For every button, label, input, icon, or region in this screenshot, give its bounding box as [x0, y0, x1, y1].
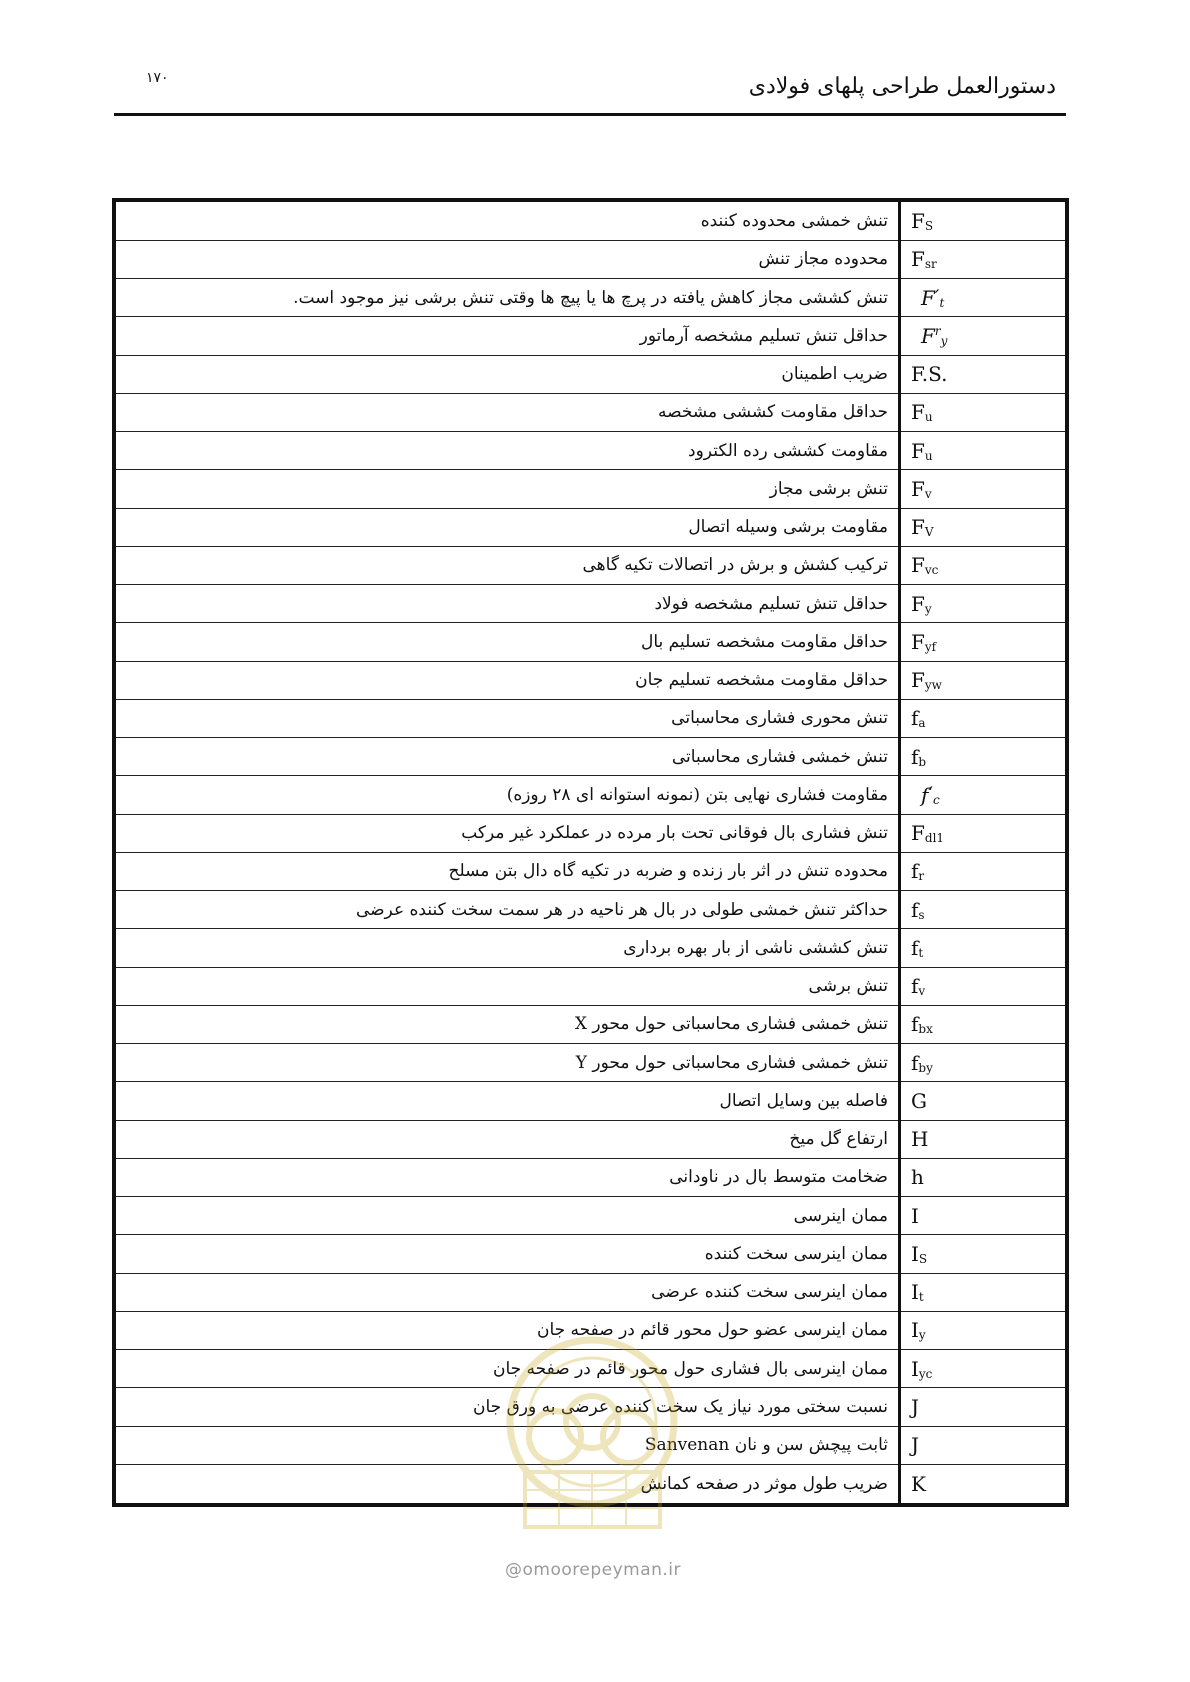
- table-row: [116, 967, 1065, 1005]
- table-row: [116, 1388, 1065, 1426]
- symbol-description: حداقل تنش تسلیم مشخصه فولاد: [116, 585, 900, 623]
- symbol-subscript: y: [924, 601, 932, 616]
- symbol-cell: [900, 814, 1066, 852]
- symbol-description: حداقل مقاومت کششی مشخصه: [116, 393, 900, 431]
- page-number: ۱۷۰: [146, 70, 169, 86]
- symbol-prime: ′: [934, 285, 940, 310]
- symbol-base: G: [911, 1088, 927, 1113]
- symbol-description: ترکیب کشش و برش در اتصالات تکیه گاهی: [116, 546, 900, 584]
- table-row: [116, 1426, 1065, 1464]
- table-row: [116, 470, 1065, 508]
- symbol-cell: [900, 1235, 1066, 1273]
- symbol-description: ضخامت متوسط بال در ناودانی: [116, 1158, 900, 1196]
- symbol-description: تنش خمشی فشاری محاسباتی حول محور X: [116, 1005, 900, 1043]
- symbol-base: I: [911, 1203, 919, 1228]
- symbol-subscript: bx: [918, 1022, 933, 1037]
- watermark-site-label: @omoorepeyman.ir: [505, 1560, 682, 1580]
- table-row: [116, 1273, 1065, 1311]
- symbol-base: f: [911, 897, 919, 922]
- symbol-subscript: t: [918, 1290, 924, 1305]
- page-title: دستورالعمل طراحی پلهای فولادی: [748, 74, 1056, 99]
- symbol-base: H: [911, 1127, 929, 1152]
- symbol-cell: [900, 776, 1066, 814]
- symbol-base: f: [911, 935, 919, 960]
- table-row: [116, 776, 1065, 814]
- table-row: [116, 1464, 1065, 1503]
- symbol-description: ممان اینرسی بال فشاری حول محور قائم در صفحه جان: [116, 1350, 900, 1388]
- symbol-description: تنش محوری فشاری محاسباتی: [116, 699, 900, 737]
- symbol-cell: [900, 1350, 1066, 1388]
- symbol-base: f: [911, 974, 919, 999]
- table-row: [116, 1082, 1065, 1120]
- symbol-base: F: [911, 208, 925, 233]
- symbol-subscript: a: [918, 716, 926, 731]
- symbol-subscript: yc: [918, 1366, 933, 1381]
- symbol-description: ممان اینرسی سخت کننده عرضی: [116, 1273, 900, 1311]
- symbol-description: حداقل مقاومت مشخصه تسلیم جان: [116, 661, 900, 699]
- symbol-cell: [900, 1197, 1066, 1235]
- symbol-description: تنش برشی مجاز: [116, 470, 900, 508]
- symbol-cell: [900, 738, 1066, 776]
- symbol-base: h: [911, 1165, 924, 1190]
- symbol-description: ممان اینرسی سخت کننده: [116, 1235, 900, 1273]
- table-row: [116, 1350, 1065, 1388]
- symbol-base: F: [911, 476, 925, 501]
- symbol-base: f: [911, 1012, 919, 1037]
- table-row: [116, 432, 1065, 470]
- symbol-description: مقاومت فشاری نهایی بتن (نمونه استوانه ای ۲۸ روزه): [116, 776, 900, 814]
- symbol-base: f: [911, 706, 919, 731]
- symbol-description: ممان اینرسی عضو حول محور قائم در صفحه جان: [116, 1311, 900, 1349]
- symbol-description: فاصله بین وسایل اتصال: [116, 1082, 900, 1120]
- symbol-description: تنش خمشی فشاری محاسباتی: [116, 738, 900, 776]
- symbol-cell: [900, 240, 1066, 278]
- table-row: [116, 1197, 1065, 1235]
- table-row: [116, 814, 1065, 852]
- symbol-description: نسبت سختی مورد نیاز یک سخت کننده عرضی به ورق جان: [116, 1388, 900, 1426]
- table-row: [116, 699, 1065, 737]
- symbol-cell: [900, 929, 1066, 967]
- symbol-subscript: c: [932, 793, 940, 808]
- symbol-description: ممان اینرسی: [116, 1197, 900, 1235]
- header-rule: [114, 113, 1066, 116]
- symbol-base: f: [911, 744, 919, 769]
- table-row: [116, 1235, 1065, 1273]
- symbol-subscript: v: [918, 984, 926, 999]
- symbol-subscript: u: [924, 448, 933, 463]
- symbol-cell: [900, 546, 1066, 584]
- table-row: [116, 852, 1065, 890]
- symbol-base: F: [921, 323, 935, 348]
- symbol-cell: [900, 1082, 1066, 1120]
- table-row: [116, 202, 1065, 240]
- symbol-subscript: y: [940, 333, 948, 348]
- symbol-description: تنش کششی ناشی از بار بهره برداری: [116, 929, 900, 967]
- symbol-cell: [900, 1311, 1066, 1349]
- symbol-description: حداکثر تنش خمشی طولی در بال هر ناحیه در هر سمت سخت کننده عرضی: [116, 891, 900, 929]
- symbol-base: f: [921, 783, 929, 808]
- symbol-cell: [900, 432, 1066, 470]
- symbol-base: f: [911, 1050, 919, 1075]
- symbol-subscript: s: [918, 907, 925, 922]
- table-row: [116, 1005, 1065, 1043]
- symbol-cell: [900, 1273, 1066, 1311]
- symbol-description: ضریب اطمینان: [116, 355, 900, 393]
- symbol-subscript: v: [924, 486, 932, 501]
- symbol-cell: [900, 699, 1066, 737]
- table-row: [116, 1158, 1065, 1196]
- symbol-base: I: [911, 1318, 919, 1343]
- symbol-base: I: [911, 1280, 919, 1305]
- symbol-base: F: [911, 515, 925, 540]
- symbol-cell: [900, 470, 1066, 508]
- symbol-description: تنش خمشی محدوده کننده: [700, 210, 888, 231]
- table-row: [116, 891, 1065, 929]
- symbol-subscript: yw: [924, 678, 942, 693]
- symbol-subscript: sr: [924, 257, 937, 272]
- symbol-subscript: r: [918, 869, 925, 884]
- symbol-base: f: [911, 859, 919, 884]
- symbol-description: حداقل تنش تسلیم مشخصه آرماتور: [116, 317, 900, 355]
- table-row: [116, 738, 1065, 776]
- symbol-cell: [900, 317, 1066, 355]
- symbol-base: F: [911, 553, 925, 578]
- symbol-table-body: [116, 202, 1065, 1503]
- table-row: [116, 661, 1065, 699]
- symbol-description: ارتفاع گل میخ: [116, 1120, 900, 1158]
- symbol-cell: [900, 891, 1066, 929]
- symbol-description: حداقل مقاومت مشخصه تسلیم بال: [116, 623, 900, 661]
- symbol-description: ضریب طول موثر در صفحه کمانش: [116, 1464, 900, 1503]
- symbol-base: F: [911, 400, 925, 425]
- symbol-base: F: [911, 247, 925, 272]
- symbol-base: F.S.: [911, 362, 948, 387]
- symbol-cell: [900, 1158, 1066, 1196]
- table-row: [116, 240, 1065, 278]
- symbol-base: F: [921, 286, 935, 311]
- symbol-subscript: V: [924, 525, 934, 540]
- symbol-description: محدوده تنش در اثر بار زنده و ضربه در تکیه گاه دال بتن مسلح: [116, 852, 900, 890]
- symbol-cell: [900, 279, 1066, 317]
- symbol-cell: [900, 623, 1066, 661]
- symbol-description: مقاومت برشی وسیله اتصال: [116, 508, 900, 546]
- symbol-base: F: [911, 629, 925, 654]
- symbol-cell: [900, 661, 1066, 699]
- symbol-cell: [900, 393, 1066, 431]
- symbol-description: تنش خمشی فشاری محاسباتی حول محور Y: [116, 1044, 900, 1082]
- table-row: [116, 393, 1065, 431]
- symbol-subscript: u: [924, 410, 933, 425]
- symbol-description: ثابت پیچش سن و نان Sanvenan: [116, 1426, 900, 1464]
- table-row: [116, 929, 1065, 967]
- symbol-description: تنش کششی مجاز کاهش یافته در پرچ ها یا پیچ ها وقتی تنش برشی نیز موجود است.: [116, 279, 900, 317]
- symbol-subscript: t: [918, 945, 924, 960]
- table-row: [116, 585, 1065, 623]
- symbol-base: I: [911, 1241, 919, 1266]
- table-row: [116, 355, 1065, 393]
- symbol-superscript: r: [934, 323, 941, 338]
- symbol-description: محدوده مجاز تنش: [116, 240, 900, 278]
- symbol-cell: [900, 1005, 1066, 1043]
- table-row: [116, 1044, 1065, 1082]
- symbol-cell: [900, 355, 1066, 393]
- symbol-cell: [900, 1120, 1066, 1158]
- table-row: [116, 508, 1065, 546]
- symbol-subscript: vc: [924, 563, 939, 578]
- symbol-subscript: yf: [924, 639, 937, 654]
- table-row: [116, 317, 1065, 355]
- table-row: [116, 1120, 1065, 1158]
- symbol-base: J: [911, 1394, 920, 1419]
- symbol-subscript: y: [918, 1328, 926, 1343]
- symbol-subscript: t: [939, 296, 945, 311]
- symbol-subscript: dl1: [924, 831, 945, 846]
- symbol-base: I: [911, 1356, 919, 1381]
- symbol-cell: [900, 202, 1066, 240]
- symbol-base: F: [911, 591, 925, 616]
- table-row: [116, 279, 1065, 317]
- symbol-subscript: by: [918, 1060, 933, 1075]
- symbol-cell: [900, 1044, 1066, 1082]
- symbol-cell: [900, 1388, 1066, 1426]
- symbol-cell: [900, 1426, 1066, 1464]
- symbol-cell: [900, 967, 1066, 1005]
- table-row: [116, 623, 1065, 661]
- symbol-base: F: [911, 821, 925, 846]
- symbol-base: F: [911, 668, 925, 693]
- symbol-subscript: b: [918, 754, 927, 769]
- symbol-description: مقاومت کششی رده الکترود: [116, 432, 900, 470]
- symbol-cell: [900, 852, 1066, 890]
- symbol-cell: [900, 1464, 1066, 1503]
- symbol-subscript: S: [918, 1251, 928, 1266]
- symbol-base: J: [911, 1433, 920, 1458]
- symbol-base: K: [911, 1471, 926, 1496]
- table-row: [116, 546, 1065, 584]
- symbol-cell: [900, 585, 1066, 623]
- symbol-table: [112, 198, 1069, 1507]
- symbol-description: تنش برشی: [116, 967, 900, 1005]
- symbol-subscript: S: [924, 218, 934, 233]
- symbol-base: F: [911, 438, 925, 463]
- symbol-prime: ′: [928, 782, 933, 807]
- symbol-cell: [900, 508, 1066, 546]
- symbol-description: تنش فشاری بال فوقانی تحت بار مرده در عملکرد غیر مرکب: [116, 814, 900, 852]
- table-row: [116, 1311, 1065, 1349]
